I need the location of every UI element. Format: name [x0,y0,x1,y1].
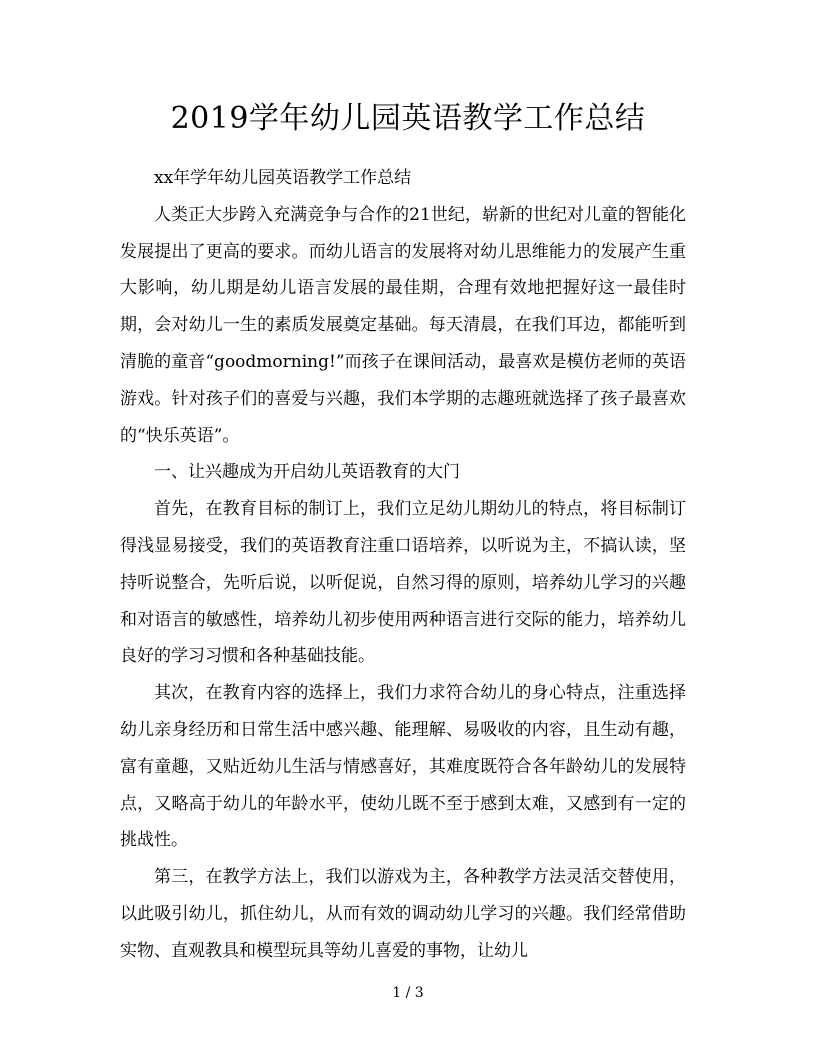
section-heading: 一、让兴趣成为开启幼儿英语教育的大门 [154,462,460,483]
document-body [120,160,686,970]
body-paragraph-first: 首先，在教育目标的制订上，我们立足幼儿期幼儿的特点，将目标制订得浅显易接受，我们的英语教育注重口语培养，以听说为主，不搞认读，坚持听说整合，先听后说，以听促说，自然习得的原则，培养幼儿学习的兴趣和对语言的敏感性，培养幼儿初步使用两种语言进行交际的能力，培养幼儿良好的学习习惯和各种基础技能。 [120,499,686,667]
body-paragraph-second: 其次，在教育内容的选择上，我们力求符合幼儿的身心特点，注重选择幼儿亲身经历和日常生活中感兴趣、能理解、易吸收的内容，且生动有趣，富有童趣，又贴近幼儿生活与情感喜好，其难度既符合各年龄幼儿的发展特点，又略高于幼儿的年龄水平，使幼儿既不至于感到太难，又感到有一定的挑战性。 [120,683,686,851]
subtitle-paragraph: xx年学年幼儿园英语教学工作总结 [154,168,412,188]
page-number: 1 / 3 [392,985,424,1001]
document-title: 2019学年幼儿园英语教学工作总结 [170,101,646,136]
body-paragraph-intro: 人类正大步跨入充满竞争与合作的21世纪，崭新的世纪对儿童的智能化发展提出了更高的要求。而幼儿语言的发展将对幼儿思维能力的发展产生重大影响，幼儿期是幼儿语言发展的最佳期，合理有效地把握好这一最佳时期，会对幼儿一生的素质发展奠定基础。每天清晨，在我们耳边，都能听到清脆的童音“goodmorning!”而孩子在课间活动，最喜欢是模仿老师的英语游戏。针对孩子们的喜爱与兴趣，我们本学期的志趣班就选择了孩子最喜欢的“快乐英语”。 [120,204,686,446]
body-paragraph-third: 第三，在教学方法上，我们以游戏为主，各种教学方法灵活交替使用，以此吸引幼儿，抓住幼儿，从而有效的调动幼儿学习的兴趣。我们经常借助实物、直观教具和模型玩具等幼儿喜爱的事物，让幼儿 [120,867,686,961]
